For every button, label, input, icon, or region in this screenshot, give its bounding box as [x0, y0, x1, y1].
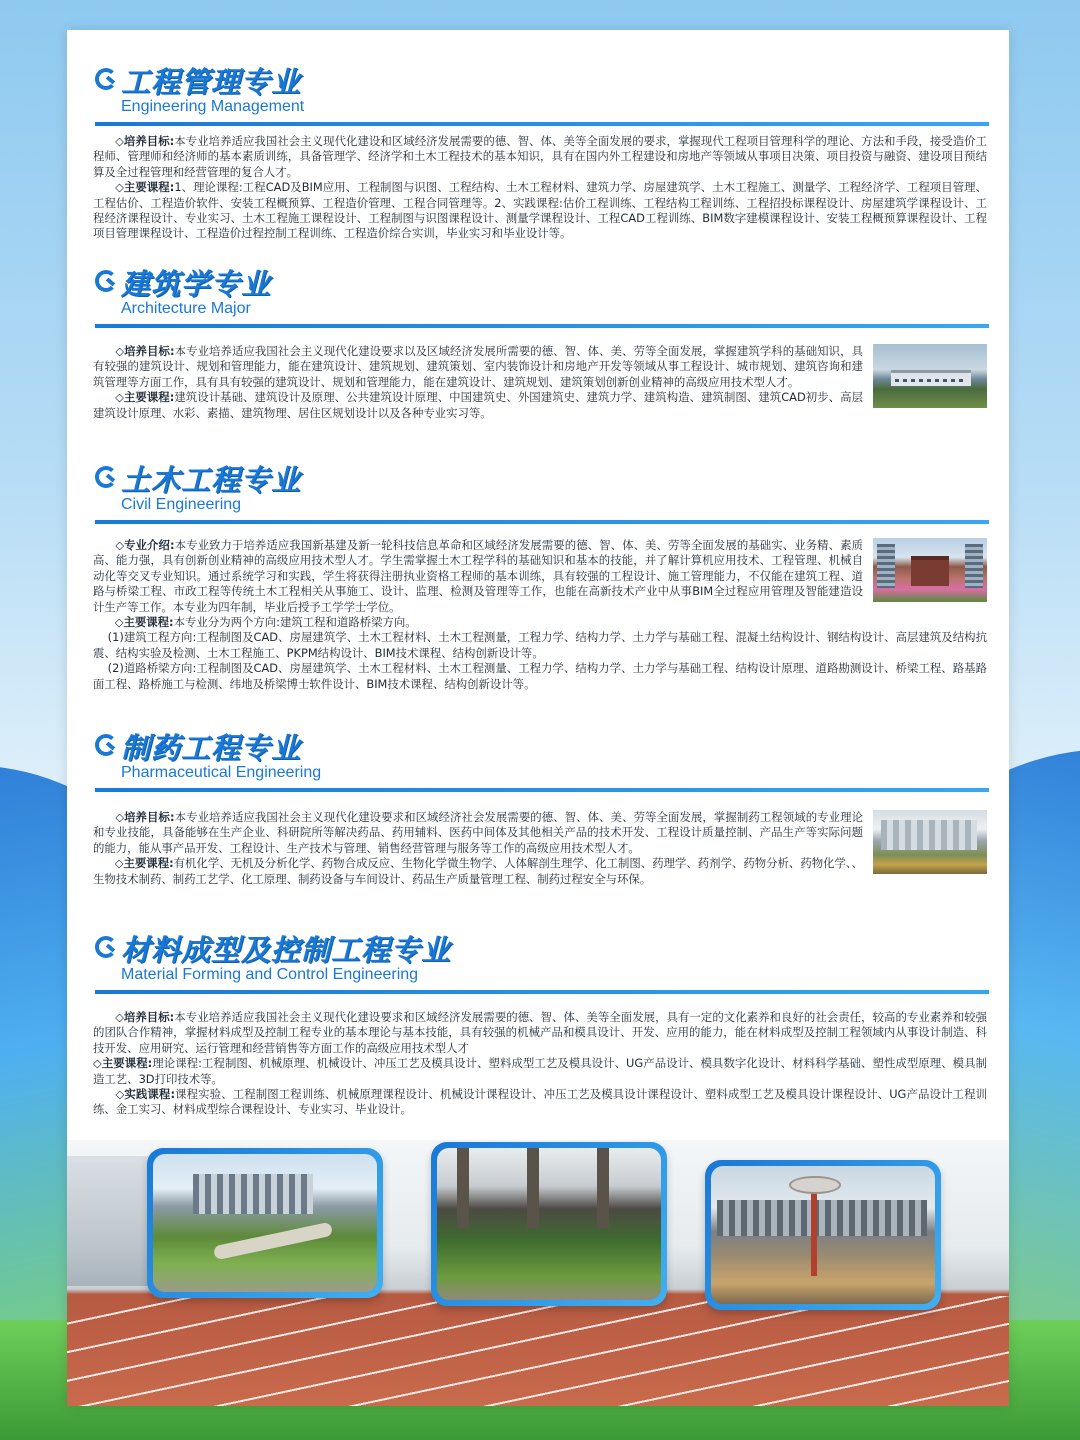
q-swirl-icon — [95, 270, 117, 292]
paragraph — [93, 630, 987, 661]
paragraph-text: 本专业分为两个方向:建筑工程和道路桥梁方向。 — [173, 615, 417, 630]
section-header — [67, 726, 1009, 782]
section-subtitle: Engineering Management — [121, 98, 305, 115]
paragraph-label: ◇主要课程: — [115, 390, 175, 405]
section-rule — [95, 324, 989, 328]
campus-sculpture-photo — [711, 1166, 935, 1304]
paragraph — [93, 810, 987, 856]
section-material-forming — [67, 928, 1009, 1117]
paragraph-label: ◇主要课程: — [93, 1056, 153, 1071]
paragraph-label: ◇专业介绍: — [115, 538, 175, 552]
paragraph-text: 本专业培养适应我国社会主义现代化建设要求以及区域经济发展所需要的德、智、体、美、劳等全面发展，掌握建筑学科的基础知识，具有较强的建筑设计、规划和管理能力，能在建筑设计、建筑规划、建筑策划、室内装饰设计和房地产开发等领域从事工程设计、城市规划、建筑咨询和建筑管理等方面工作，具有具有较强的建筑设计、规划和管理能力，能在建筑设计、建筑规划、建筑策划创新创业精神的高级应用技术型人才。 — [93, 344, 863, 389]
section-body — [93, 1010, 987, 1118]
paragraph-text: (2)道路桥梁方向:工程制图及CAD、房屋建筑学、土木工程材料、土木工程测量、工程力学、结构力学、土力学与基础工程、结构设计原理、道路勘测设计、桥梁工程、路基路面工程、路桥施工与检测、纬地及桥梁博士软件设计、BIM技术课程、结构创新设计等。 — [93, 661, 988, 691]
paragraph-text: 课程实验、工程制图工程训练、机械原理课程设计、机械设计课程设计、冲压工艺及模具设计课程设计、塑料成型工艺及模具设计课程设计、UG产品设计工程训练、金工实习、材料成型综合课程设计、专业实习、毕业设计。 — [93, 1087, 987, 1117]
section-body — [93, 344, 987, 421]
paragraph-text: 本专业培养适应我国社会主义现代化建设要求和区域经济发展需要的德、智、体、美等全面发展，具有一定的文化素养和良好的社会责任，较高的专业素养和较强的团队合作精神，掌握材料成型及控制工程专业的基本理论与基本技能，具有较强的机械产品和模具设计、开发、应用的能力，能在材料成型及控制工程领域内从事设计制造、科技开发、应用研究、运行管理和经营销售等方面工作的高级应用技术型人才 — [93, 1010, 987, 1055]
running-track — [67, 1296, 1009, 1406]
section-rule — [95, 122, 989, 126]
paragraph — [93, 134, 987, 180]
campus-garden-photo — [153, 1154, 377, 1292]
paragraph-text: 本专业培养适应我国社会主义现代化建设要求和区域经济社会发展需要的德、智、体、美、劳等全面发展，掌握制药工程领域的专业理论和专业技能，具备能够在生产企业、科研院所等解决药品、药用辅料、医药中间体及其他相关产品的技术开发、工程设计质量控制、产品生产等实际问题的能力，能从事产品开发、工程设计、生产技术与管理、销售经营管理与服务等工作的高级应用技术型人才。 — [93, 810, 863, 855]
civil-campus-gate-photo — [873, 538, 987, 602]
pharmaceutical-building-photo — [873, 810, 987, 874]
q-swirl-icon — [95, 466, 117, 488]
section-header — [67, 928, 1009, 984]
paragraph-label: ◇实践课程: — [115, 1087, 175, 1102]
paragraph — [93, 1056, 987, 1087]
paragraph — [93, 1010, 987, 1056]
section-rule — [95, 520, 989, 524]
section-architecture — [67, 262, 1009, 420]
section-title: 制药工程专业 — [121, 731, 302, 765]
section-header — [67, 458, 1009, 514]
paragraph — [93, 615, 987, 630]
paragraph-label: ◇主要课程: — [115, 180, 175, 195]
q-swirl-icon — [95, 936, 117, 958]
q-swirl-icon — [95, 68, 117, 90]
paragraph-label: ◇培养目标: — [115, 134, 175, 148]
paragraph-label: ◇主要课程: — [114, 615, 174, 630]
paragraph-text: 本专业培养适应我国社会主义现代化建设和区域经济发展需要的德、智、体、美等全面发展的要求，掌握现代工程项目管理科学的理论、方法和手段，接受造价工程师、管理师和经济师的基本素质训练，具备管理学、经济学和土木工程技术的基本知识，具有在国内外工程建设和房地产等领域从事项目决策、项目投资与融资、建设项目预结算及全过程管理和经营管理的复合人才。 — [93, 134, 987, 179]
brochure-card — [67, 30, 1009, 1406]
section-pharmaceutical-engineering — [67, 726, 1009, 886]
campus-photo-frame — [147, 1148, 383, 1298]
section-rule — [95, 990, 989, 994]
paragraph — [93, 344, 987, 390]
paragraph — [93, 661, 987, 692]
section-rule — [95, 788, 989, 792]
paragraph-text: 有机化学、无机及分析化学、药物合成反应、生物化学微生物学、人体解剖生理学、化工制图、药理学、药剂学、药物分析、药物化学、、生物技术制药、制药工艺学、化工原理、制药设备与车间设计、药品生产质量管理工程、制药过程安全与环保。 — [93, 856, 863, 886]
section-body — [93, 134, 987, 242]
section-title: 建筑学专业 — [121, 267, 272, 301]
paragraph-label: ◇培养目标: — [115, 344, 175, 358]
section-subtitle: Pharmaceutical Engineering — [121, 764, 322, 781]
campus-photo-strip — [67, 1140, 1009, 1406]
section-title: 土木工程专业 — [121, 463, 302, 497]
section-body — [93, 538, 987, 692]
section-header — [67, 262, 1009, 318]
paragraph-label: ◇培养目标: — [115, 810, 175, 824]
section-subtitle: Material Forming and Control Engineering — [121, 966, 419, 983]
paragraph — [93, 180, 987, 242]
q-swirl-icon — [95, 734, 117, 756]
paragraph-label: ◇主要课程: — [114, 856, 174, 871]
section-civil-engineering — [67, 458, 1009, 691]
paragraph-text: (1)建筑工程方向:工程制图及CAD、房屋建筑学、土木工程材料、土木工程测量，工程力学、结构力学、土力学与基础工程、混凝土结构设计、钢结构设计、高层建筑及结构抗震、结构实验及检测、土木工程施工、PKPM结构设计、BIM技术课程、结构创新设计等。 — [93, 630, 988, 660]
architecture-building-photo — [873, 344, 987, 408]
campus-courtyard-photo — [437, 1148, 661, 1300]
section-subtitle: Civil Engineering — [121, 496, 242, 513]
section-title: 工程管理专业 — [121, 65, 302, 99]
paragraph — [93, 538, 987, 615]
campus-photo-frame — [431, 1142, 667, 1306]
paragraph-text: 理论课程:工程制图、机械原理、机械设计、冲压工艺及模具设计、塑料成型工艺及模具设计、UG产品设计、模具数字化设计、材料科学基础、塑性成型原理、模具制造工艺、3D打印技术等。 — [93, 1056, 987, 1086]
paragraph-text: 本专业致力于培养适应我国新基建及新一轮科技信息革命和区域经济发展需要的德、智、体、美、劳等全面发展的基础实、业务精、素质高、能力强，具有创新创业精神的高级应用技术型人才。学生需掌握土木工程学科的基础知识和基本的技能，并了解计算机应用技术、工程管理、机械自动化等交叉专业知识。通过系统学习和实践，学生将获得注册执业资格工程师的基本训练，具有较强的工程设计、施工管理能力，不仅能在建筑工程、道路与桥梁工程、市政工程等传统土木工程相关从事施工、设计、监理、检测及管理等工作，也能在高新技术产业中从事BIM全过程应用管理及智能建造设计生产等工作。本专业为四年制，毕业后授予工学学士学位。 — [93, 538, 863, 614]
section-body — [93, 810, 987, 887]
section-title: 材料成型及控制工程专业 — [121, 933, 452, 967]
paragraph — [93, 390, 987, 421]
section-engineering-management — [67, 60, 1009, 241]
paragraph-text: 1、理论课程:工程CAD及BIM应用、工程制图与识图、工程结构、土木工程材料、建筑力学、房屋建筑学、土木工程施工、测量学、工程经济学、工程项目管理、工程估价、工程造价软件、安装工程概预算、工程造价管理、工程合同管理等。2、实践课程:估价工程训练、工程结构工程训练、工程招投标课程设计、房屋建筑学课程设计、工程经济课程设计、专业实习、土木工程施工课程设计、工程制图与识图课程设计、测量学课程设计、工程CAD工程训练、BIM数字建模课程设计、安装工程概预算课程设计、工程项目管理课程设计、工程造价过程控制工程训练、工程造价综合实训，毕业实习和毕业设计等。 — [93, 180, 987, 241]
campus-photo-frame — [705, 1160, 941, 1310]
paragraph-label: ◇培养目标: — [115, 1010, 175, 1024]
paragraph — [93, 856, 987, 887]
paragraph-text: 建筑设计基础、建筑设计及原理、公共建筑设计原理、中国建筑史、外国建筑史、建筑力学、建筑构造、建筑制图、建筑CAD初步、高层建筑设计原理、水彩、素描、建筑物理、居住区规划设计以及各种专业实习等。 — [93, 390, 863, 420]
paragraph — [93, 1087, 987, 1118]
section-header — [67, 60, 1009, 116]
section-subtitle: Architecture Major — [121, 300, 251, 317]
